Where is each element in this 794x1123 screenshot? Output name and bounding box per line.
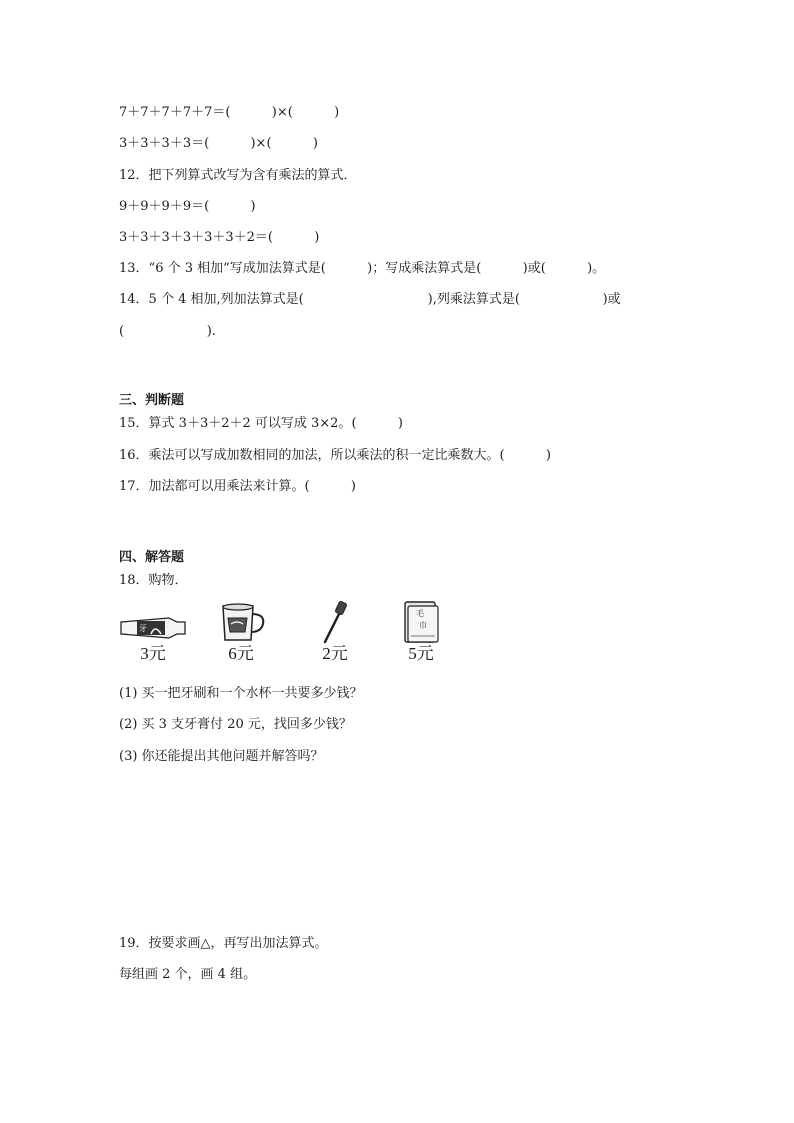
question-17: 17．加法都可以用乘法来计算。( ) [119, 479, 357, 494]
question-18-sub2: (2) 买 3 支牙膏付 20 元，找回多少钱？ [119, 717, 352, 732]
question-18-sub3: (3) 你还能提出其他问题并解答吗？ [119, 749, 324, 764]
line-9-sum: 9＋9＋9＋9＝( ) [119, 199, 256, 214]
question-18-sub1: (1) 买一把牙刷和一个水杯一共要多少钱？ [119, 686, 363, 701]
svg-text:牙: 牙 [139, 624, 147, 633]
question-15: 15．算式 3＋3＋2＋2 可以写成 3×2。( ) [119, 416, 403, 431]
question-19-instruction: 每组画 2 个，画 4 组。 [119, 967, 257, 982]
price-toothbrush: 2元 [322, 644, 348, 663]
price-towel: 5元 [408, 644, 434, 663]
line-7-times: 7＋7＋7＋7＋7＝( )×( ) [119, 105, 340, 120]
question-12: 12．把下列算式改写为含有乘法的算式． [119, 168, 357, 183]
line-3-sum: 3＋3＋3＋3＋3＋3＋2＝( ) [119, 230, 320, 245]
question-14-continued: ( ). [119, 324, 216, 339]
toothbrush-icon [319, 600, 351, 644]
item-towel [398, 598, 444, 664]
question-19: 19．按要求画△，再写出加法算式。 [119, 936, 328, 951]
svg-text:巾: 巾 [419, 621, 427, 630]
towel-icon [401, 598, 441, 644]
item-cup [213, 602, 269, 664]
cup-icon [215, 602, 267, 644]
toothpaste-icon [119, 612, 187, 644]
line-3-times: 3＋3＋3＋3＝( )×( ) [119, 136, 318, 151]
item-toothbrush [315, 600, 355, 664]
section-judgement: 三、判断题 [119, 393, 185, 408]
question-16: 16．乘法可以写成加数相同的加法，所以乘法的积一定比乘数大。( ) [119, 448, 552, 463]
question-13: 13．“6 个 3 相加”写成加法算式是( )；写成乘法算式是( )或( )。 [119, 261, 606, 276]
section-answer: 四、解答题 [119, 550, 185, 565]
svg-text:毛: 毛 [416, 609, 424, 618]
item-toothpaste [118, 612, 188, 664]
question-18: 18．购物． [119, 573, 188, 588]
question-14: 14．5 个 4 相加,列加法算式是( ),列乘法算式是( )或 [119, 292, 621, 307]
price-toothpaste: 3元 [140, 644, 166, 663]
price-cup: 6元 [228, 644, 254, 663]
